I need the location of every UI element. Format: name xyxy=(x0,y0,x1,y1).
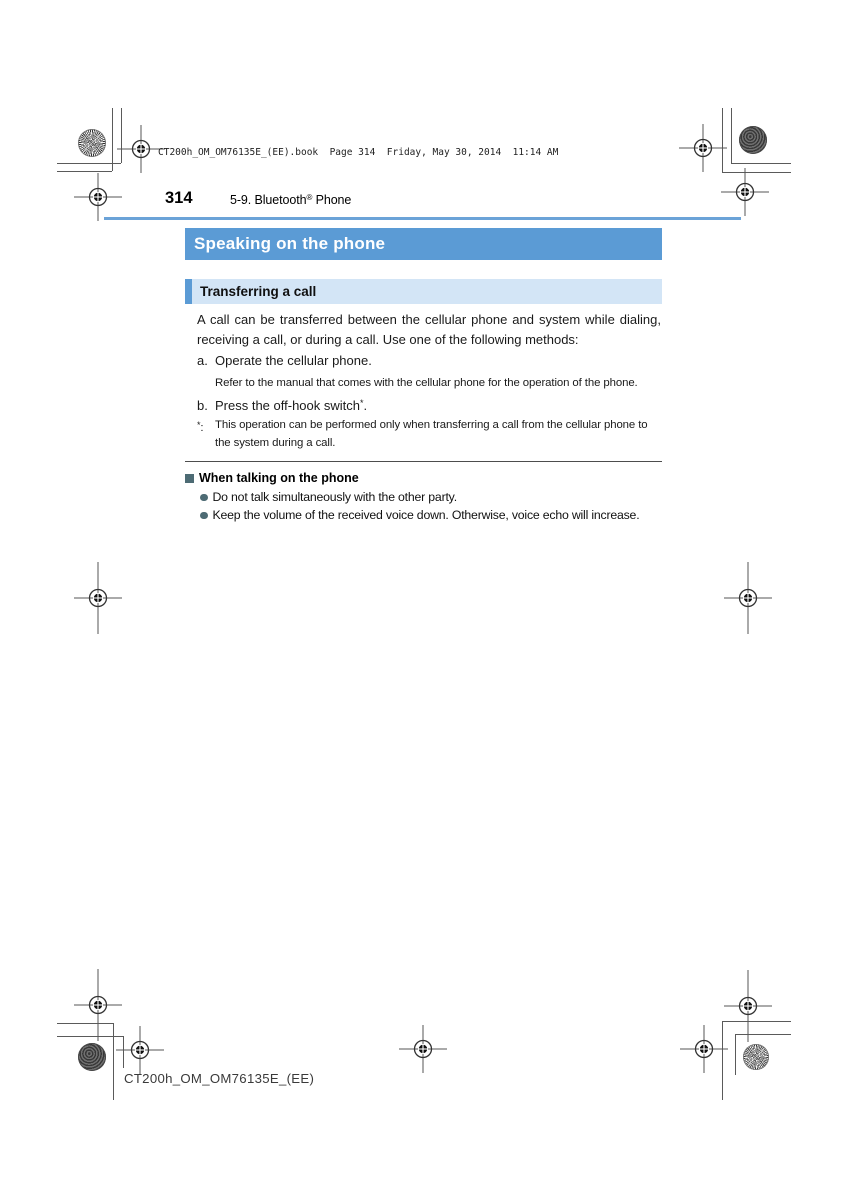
method-item-b xyxy=(197,394,367,415)
section-title-suffix: Phone xyxy=(312,193,352,207)
registration-mark-icon xyxy=(724,970,772,1042)
registration-mark-icon xyxy=(679,124,727,172)
notice-bullet-item xyxy=(200,508,639,522)
list-marker: b. xyxy=(197,398,208,413)
section-title-text: 5-9. Bluetooth xyxy=(230,193,307,207)
page-title: Speaking on the phone xyxy=(185,228,662,260)
section-title xyxy=(230,193,351,207)
notice-heading-text: When talking on the phone xyxy=(199,471,359,485)
section-divider xyxy=(185,461,662,462)
color-calibration-starburst-icon xyxy=(743,1044,769,1070)
circle-bullet-icon xyxy=(200,494,208,502)
crop-mark-line xyxy=(112,108,113,171)
footnote-asterisk: * xyxy=(197,420,201,430)
method-text-tail: . xyxy=(363,398,368,413)
subsection-title: Transferring a call xyxy=(185,279,662,304)
print-job-header-text: CT200h_OM_OM76135E_(EE).book Page 314 Friday, May 30, 2014 11:14 AM xyxy=(158,147,559,158)
footnote-text: This operation can be performed only when transferring a call from the cellular phone to the system during a call. xyxy=(215,419,648,449)
footnote xyxy=(197,417,660,452)
circle-bullet-icon xyxy=(200,512,208,520)
bullet-text: Do not talk simultaneously with the other party. xyxy=(212,490,457,504)
page-number: 314 xyxy=(165,189,193,207)
notice-bullet-item xyxy=(200,490,457,504)
registration-mark-icon xyxy=(116,1026,164,1074)
registration-mark-icon xyxy=(721,168,769,216)
crop-mark-line xyxy=(57,171,112,172)
registration-mark-icon xyxy=(74,173,122,221)
registration-mark-icon xyxy=(724,562,772,634)
registered-trademark-symbol: ® xyxy=(306,193,313,202)
crop-mark-line xyxy=(57,163,121,164)
color-calibration-starburst-icon xyxy=(78,129,106,157)
method-text: Press the off-hook switch xyxy=(215,398,360,413)
registration-mark-icon xyxy=(399,1025,447,1073)
notice-heading xyxy=(185,471,359,485)
ink-density-dot-icon xyxy=(739,126,767,154)
intro-paragraph: A call can be transferred between the cellular phone and system while dialing, receiving a call, or during a call. Use one of the following methods: xyxy=(197,312,661,347)
header-rule xyxy=(104,217,741,220)
registration-mark-icon xyxy=(74,562,122,634)
registration-mark-icon xyxy=(74,969,122,1041)
footnote-colon: : xyxy=(200,422,204,434)
registration-mark-icon xyxy=(680,1025,728,1073)
crop-mark-line xyxy=(731,108,732,163)
print-job-footer-text: CT200h_OM_OM76135E_(EE) xyxy=(124,1071,315,1086)
bullet-text: Keep the volume of the received voice down. Otherwise, voice echo will increase. xyxy=(212,508,640,522)
square-bullet-icon xyxy=(185,474,194,483)
method-text: Operate the cellular phone. xyxy=(215,353,372,368)
footnote-reference-asterisk: * xyxy=(360,398,364,408)
method-a-note: Refer to the manual that comes with the cellular phone for the operation of the phone. xyxy=(215,377,638,389)
method-item-a xyxy=(197,352,372,370)
footnote-marker xyxy=(197,417,203,438)
ink-density-dot-icon xyxy=(78,1043,106,1071)
list-marker: a. xyxy=(197,353,208,368)
crop-mark-line xyxy=(731,163,791,164)
